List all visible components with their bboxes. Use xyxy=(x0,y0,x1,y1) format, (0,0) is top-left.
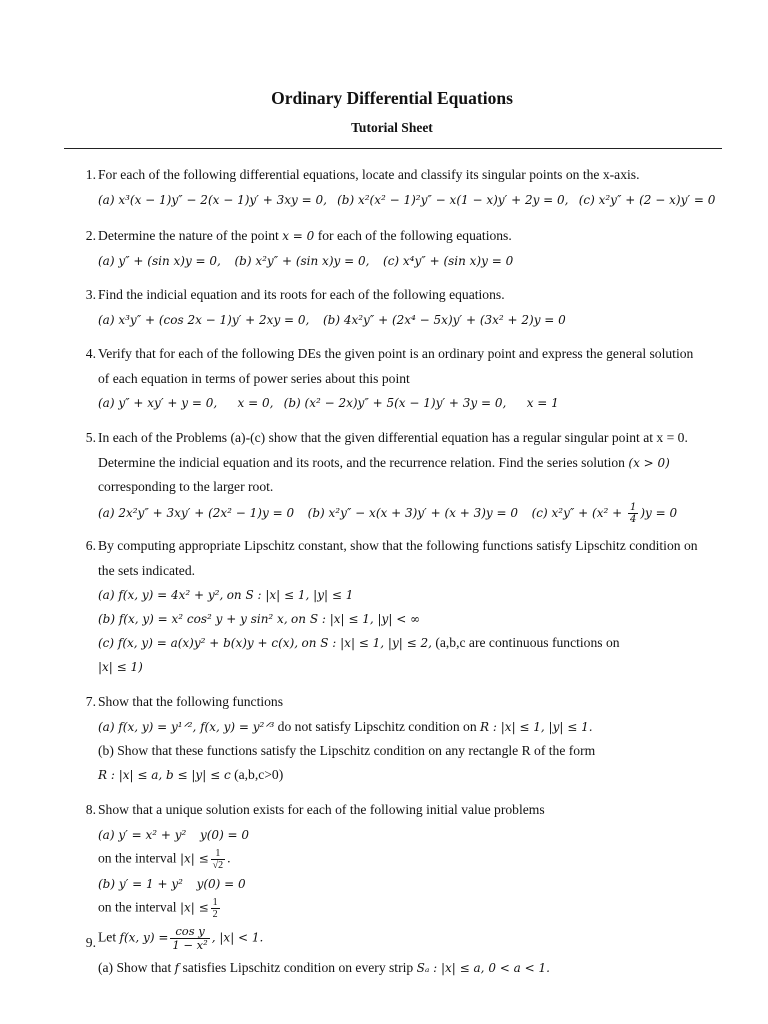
question-text-line-2: Determine the indicial equation and its roots, and the recurrence relation. Find the series solution (x > 0) xyxy=(98,455,670,470)
header-divider xyxy=(64,148,722,149)
equation-b: (b) x²y″ + (sin x)y = 0, xyxy=(234,254,370,268)
question-number: 8. xyxy=(85,802,96,817)
equation-c: (c) x⁴y″ + (sin x)y = 0 xyxy=(383,254,514,268)
question-text: Determine the nature of the point x = 0 for each of the following equations. xyxy=(98,228,512,243)
question-number: 1. xyxy=(85,167,96,182)
equation-c: (c) x²y″ + (x² + $\frac{1}{4}$ )y = 0 xyxy=(531,502,678,525)
part-c-continuation: |x| ≤ 1) xyxy=(98,660,143,674)
point-value: x = 0 xyxy=(282,229,315,243)
part-b: (b) y′ = 1 + y² y(0) = 0 xyxy=(98,877,246,891)
equation-a: (a) 2x²y″ + 3xy′ + (2x² − 1)y = 0 xyxy=(98,506,295,520)
question-number: 3. xyxy=(85,287,96,302)
page-subtitle: Tutorial Sheet xyxy=(351,120,433,135)
equation-line xyxy=(98,502,677,525)
equation-b: (b) (x² − 2x)y″ + 5(x − 1)y′ + 3y = 0, xyxy=(283,396,507,410)
fraction-one-quarter: $\frac{1}{4}$ xyxy=(629,502,637,525)
part-c: (c) f(x, y) = a(x)y² + b(x)y + c(x), on S : |x| ≤ 1, |y| ≤ 2, (a,b,c are continuous functions on xyxy=(98,635,620,650)
domain-condition: (x > 0) xyxy=(628,456,670,470)
question-text-line-1: In each of the Problems (a)-(c) show that the given differential equation has a regular singular point at x = 0. xyxy=(98,430,688,445)
question-text-line-1: Verify that for each of the following DEs the given point is an ordinary point and express the general solution xyxy=(98,346,694,361)
page-title: Ordinary Differential Equations xyxy=(271,88,513,108)
question-text-line-2: the sets indicated. xyxy=(98,563,196,578)
question-text: Show that a unique solution exists for each of the following initial value problems xyxy=(98,802,545,817)
question-number: 5. xyxy=(85,430,96,445)
point-b: x = 1 xyxy=(526,396,559,410)
question-text: For each of the following differential equations, locate and classify its singular points on the x-axis. xyxy=(98,167,640,182)
question-number: 6. xyxy=(85,538,96,553)
equation-line xyxy=(98,253,513,269)
equation-line xyxy=(98,192,715,208)
equation-b: (b) x²y″ − x(x + 3)y′ + (x + 3)y = 0 xyxy=(307,506,519,520)
part-b-interval: on the interval |x| ≤ $\frac{1}{2}$ xyxy=(98,897,218,920)
question-text: Find the indicial equation and its roots for each of the following equations. xyxy=(98,287,505,302)
function-definition: Let f(x, y) = $\frac{\text{cos y}}{\text{1 − x²}}$ , |x| < 1. xyxy=(98,924,264,952)
equation-b: (b) 4x²y″ + (2x⁴ − 5x)y′ + (3x² + 2)y = 0 xyxy=(322,313,566,327)
equation-a: (a) x³y″ + (cos 2x − 1)y′ + 2xy = 0, xyxy=(98,313,310,327)
fraction-one-over-root-two: $\frac{1}{√2}$ xyxy=(212,848,224,871)
part-a: (a) y′ = x² + y² y(0) = 0 xyxy=(98,828,250,842)
equation-c: (c) x²y″ + (2 − x)y′ = 0 xyxy=(578,193,716,207)
equation-a: (a) y″ + (sin x)y = 0, xyxy=(98,254,221,268)
fraction-cos-y: $\frac{\text{cos y}}{\text{1 − x²}}$ xyxy=(172,924,208,952)
equation-line xyxy=(98,312,566,328)
fraction-one-half: $\frac{1}{2}$ xyxy=(212,897,218,920)
part-b-set: R : |x| ≤ a, b ≤ |y| ≤ c (a,b,c>0) xyxy=(98,767,284,782)
question-number: 7. xyxy=(85,694,96,709)
equation-a: (a) x³(x − 1)y″ − 2(x − 1)y′ + 3xy = 0, xyxy=(98,193,327,207)
equation-line xyxy=(98,395,559,411)
question-text-line-1: By computing appropriate Lipschitz constant, show that the following functions satisfy Lipschitz condition on xyxy=(98,538,698,553)
part-a-interval: on the interval |x| ≤ $\frac{1}{√2}$ . xyxy=(98,848,231,871)
part-b: (b) f(x, y) = x² cos² y + y sin² x, on S : |x| ≤ 1, |y| < ∞ xyxy=(98,612,421,626)
part-a: (a) Show that f satisfies Lipschitz condition on every strip Sₐ : |x| ≤ a, 0 < a < 1. xyxy=(98,960,550,975)
part-b: (b) Show that these functions satisfy the Lipschitz condition on any rectangle R of the form xyxy=(98,743,596,758)
question-text-line-3: corresponding to the larger root. xyxy=(98,479,274,494)
question-number: 9. xyxy=(85,935,96,950)
equation-b: (b) x²(x² − 1)²y″ − x(1 − x)y′ + 2y = 0, xyxy=(337,193,569,207)
equation-a: (a) y″ + xy′ + y = 0, xyxy=(98,396,218,410)
question-text: Show that the following functions xyxy=(98,694,284,709)
question-text-line-2: of each equation in terms of power series about this point xyxy=(98,371,410,386)
question-number: 2. xyxy=(85,228,96,243)
question-number: 4. xyxy=(85,346,96,361)
point-a: x = 0, xyxy=(237,396,274,410)
part-a: (a) f(x, y) = y¹ᐟ², f(x, y) = y²ᐟ³ do not satisfy Lipschitz condition on R : |x| ≤ 1, |y| ≤ 1. xyxy=(98,719,593,734)
part-a: (a) f(x, y) = 4x² + y², on S : |x| ≤ 1, |y| ≤ 1 xyxy=(98,588,354,602)
